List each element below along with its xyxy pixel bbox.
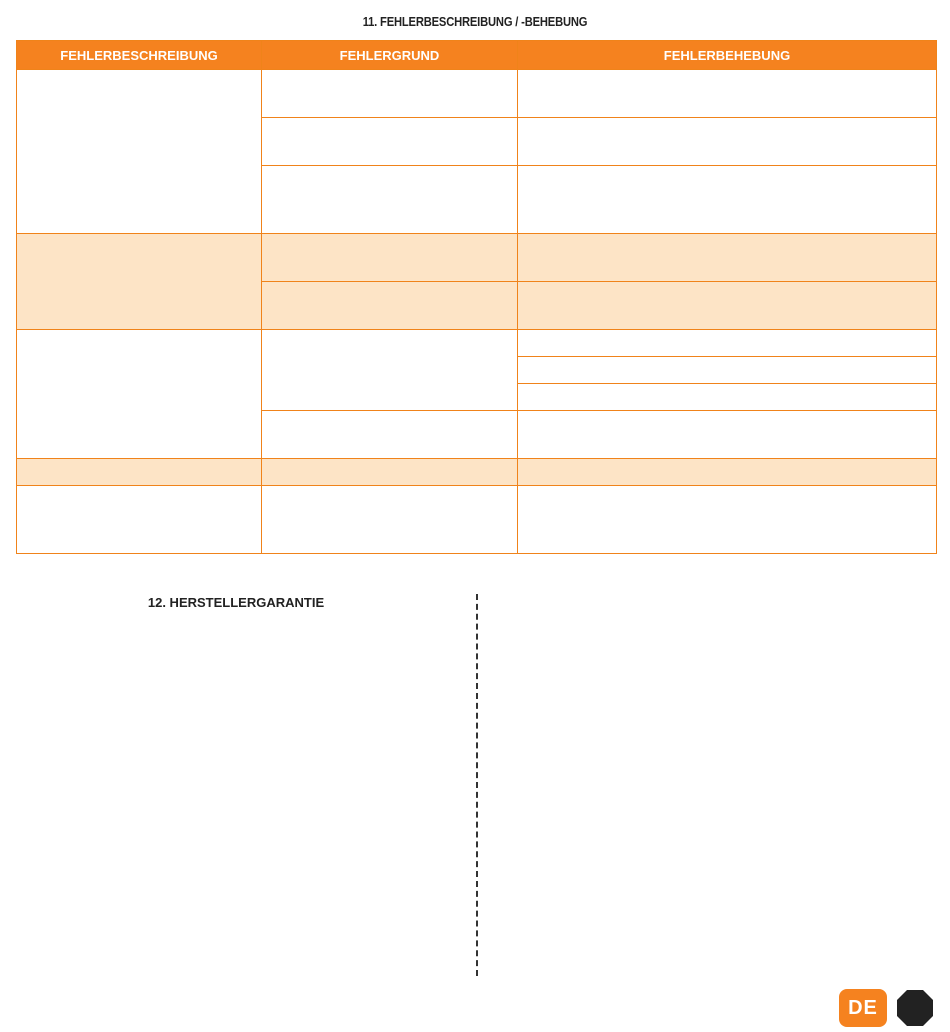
cause-cell: [262, 330, 518, 411]
solution-cell: [518, 234, 937, 282]
section-12-title: 12. HERSTELLERGARANTIE: [147, 595, 325, 610]
section-11-title: 11. FEHLERBESCHREIBUNG / -BEHEBUNG: [362, 14, 588, 29]
solution-cell: [518, 486, 937, 554]
description-cell: [17, 330, 262, 459]
solution-cell: [518, 459, 937, 486]
solution-cell: [518, 411, 937, 459]
description-cell: [17, 70, 262, 234]
column-divider: [476, 594, 478, 976]
header-solution: FEHLERBEHEBUNG: [518, 41, 937, 70]
description-cell: [17, 486, 262, 554]
table-row: [17, 459, 937, 486]
table-header-row: [17, 41, 937, 70]
hexagon-icon: [896, 989, 934, 1027]
solution-cell: [518, 70, 937, 118]
solution-cell: [518, 282, 937, 330]
cause-cell: [262, 118, 518, 166]
table-row: [17, 70, 937, 118]
solution-cell: [518, 118, 937, 166]
description-cell: [17, 459, 262, 486]
cause-cell: [262, 282, 518, 330]
table-row: [17, 330, 937, 357]
cause-cell: [262, 234, 518, 282]
solution-cell: [518, 384, 937, 411]
table-row: [17, 234, 937, 282]
solution-cell: [518, 357, 937, 384]
troubleshooting-table: [16, 40, 937, 554]
header-description: FEHLERBESCHREIBUNG: [17, 41, 262, 70]
header-cause: FEHLERGRUND: [262, 41, 518, 70]
cause-cell: [262, 459, 518, 486]
solution-cell: [518, 330, 937, 357]
description-cell: [17, 234, 262, 330]
cause-cell: [262, 166, 518, 234]
solution-cell: [518, 166, 937, 234]
cause-cell: [262, 486, 518, 554]
cause-cell: [262, 70, 518, 118]
cause-cell: [262, 411, 518, 459]
table-row: [17, 486, 937, 554]
language-badge: DE: [839, 989, 887, 1027]
